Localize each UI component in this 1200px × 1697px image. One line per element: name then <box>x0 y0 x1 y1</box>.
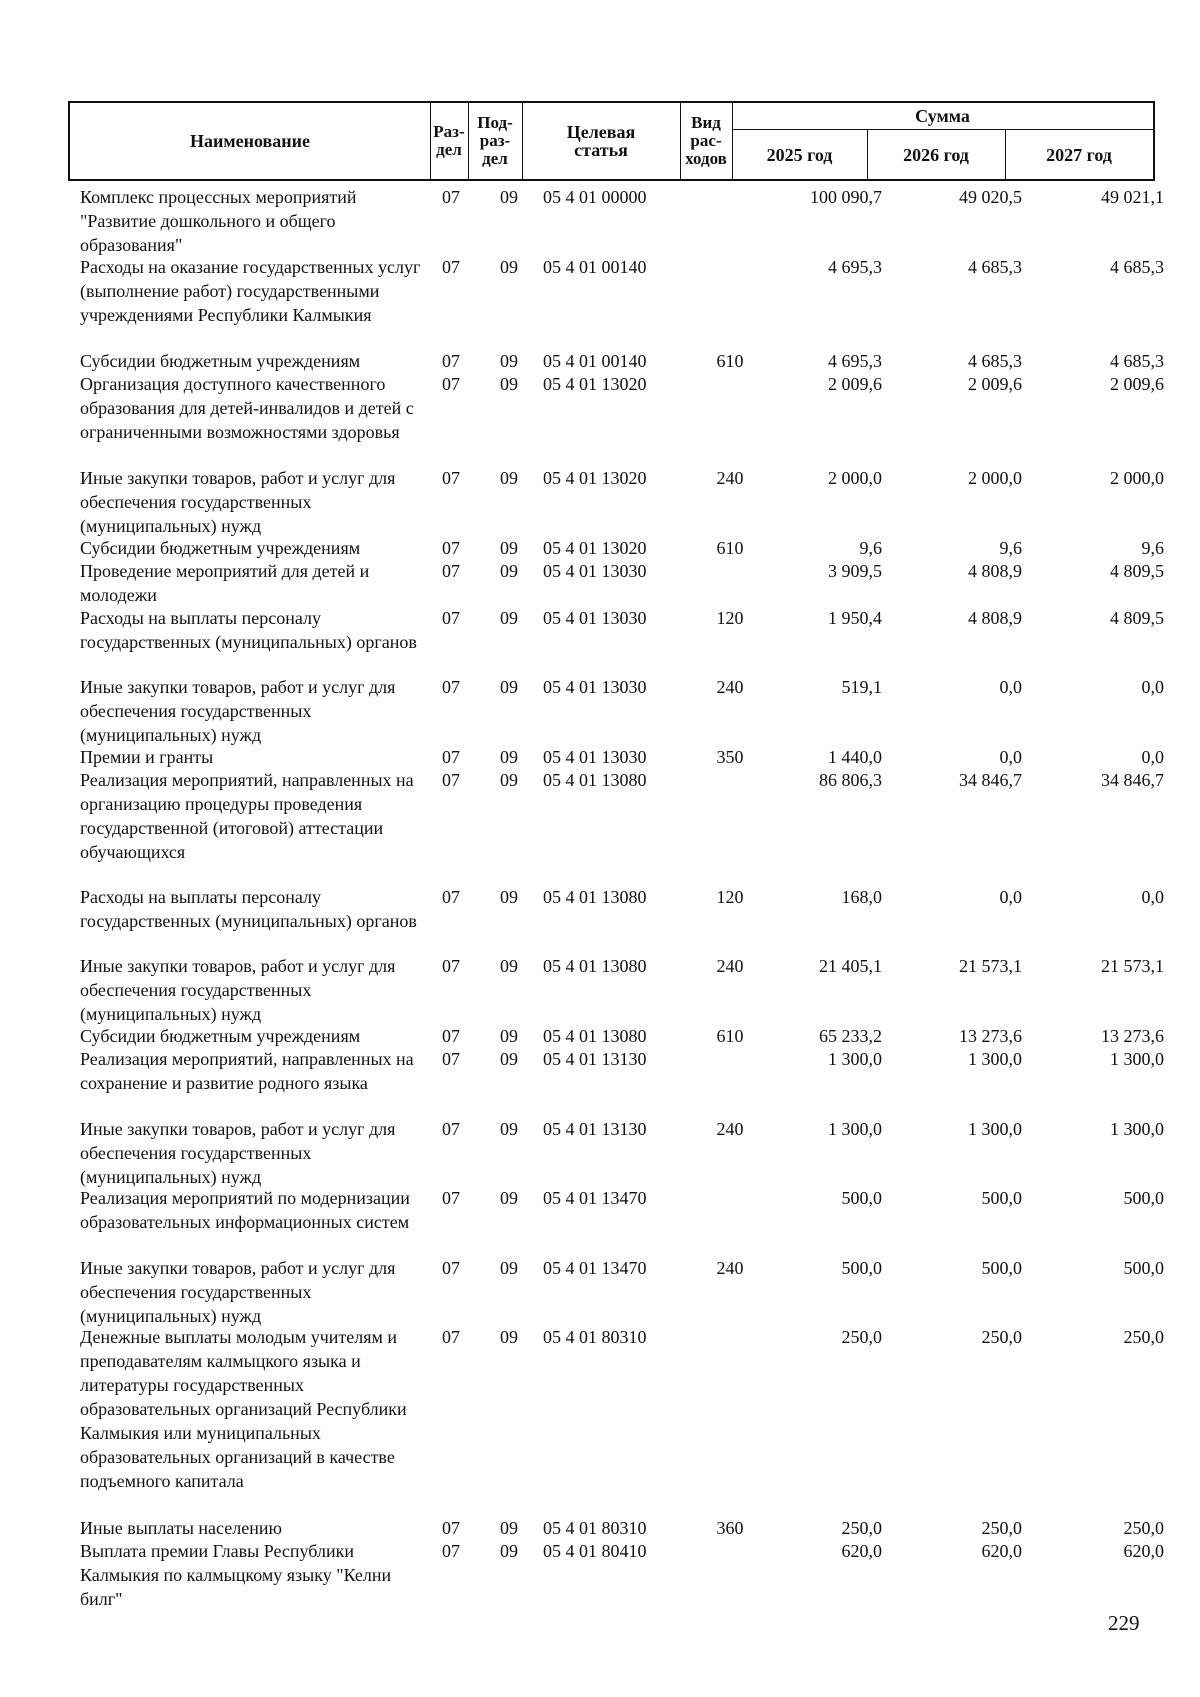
row-csr: 05 4 01 00000 <box>543 187 647 207</box>
row-name: Иные закупки товаров, работ и услуг для обеспечения государственных (муниципальных) нужд <box>80 1258 396 1326</box>
row-vr: 610 <box>716 538 744 558</box>
row-csr: 05 4 01 13470 <box>543 1188 647 1208</box>
row-2025: 250,0 <box>841 1518 882 1538</box>
row-2026: 0,0 <box>999 747 1022 767</box>
row-razdel: 07 <box>442 677 460 697</box>
row-vr: 350 <box>716 747 744 767</box>
row-podrazdel: 09 <box>500 956 518 976</box>
header-vr-text: Вид рас-ходов <box>685 113 727 168</box>
row-2025: 1 300,0 <box>828 1049 882 1069</box>
header-2026: 2026 год <box>903 144 969 165</box>
row-2026: 500,0 <box>981 1188 1022 1208</box>
row-2025: 3 909,5 <box>828 561 882 581</box>
row-razdel: 07 <box>442 374 460 394</box>
row-2025: 1 950,4 <box>828 608 882 628</box>
row-vr: 120 <box>716 608 744 628</box>
row-vr: 120 <box>716 887 744 907</box>
row-2026: 34 846,7 <box>959 770 1022 790</box>
row-2025: 9,6 <box>859 538 882 558</box>
row-2027: 4 809,5 <box>1110 561 1164 581</box>
row-2026: 500,0 <box>981 1258 1022 1278</box>
row-razdel: 07 <box>442 1049 460 1069</box>
row-name: Субсидии бюджетным учреждениям <box>80 1026 361 1046</box>
header-csr-text: Целевая статья <box>566 122 636 160</box>
row-podrazdel: 09 <box>500 1541 518 1561</box>
row-podrazdel: 09 <box>500 561 518 581</box>
row-2027: 2 000,0 <box>1110 468 1164 488</box>
row-razdel: 07 <box>442 468 460 488</box>
row-2027: 250,0 <box>1123 1518 1164 1538</box>
row-csr: 05 4 01 13080 <box>543 956 647 976</box>
row-razdel: 07 <box>442 1026 460 1046</box>
row-csr: 05 4 01 80310 <box>543 1327 647 1347</box>
row-csr: 05 4 01 13030 <box>543 747 647 767</box>
row-razdel: 07 <box>442 608 460 628</box>
row-name: Денежные выплаты молодым учителям и преподавателям калмыцкого языка и литературы государственных образовательных организаций Республики Калмыкия или муниципальных образовательных организаций в качестве подъемного капитала <box>80 1327 407 1491</box>
row-name: Организация доступного качественного образования для детей-инвалидов и детей с ограниченными возможностями здоровья <box>80 374 414 442</box>
row-2027: 1 300,0 <box>1110 1119 1164 1139</box>
row-csr: 05 4 01 13080 <box>543 1026 647 1046</box>
row-2025: 65 233,2 <box>819 1026 882 1046</box>
row-2025: 2 009,6 <box>828 374 882 394</box>
row-razdel: 07 <box>442 1119 460 1139</box>
row-2026: 0,0 <box>999 887 1022 907</box>
row-csr: 05 4 01 13020 <box>543 374 647 394</box>
row-2027: 9,6 <box>1141 538 1164 558</box>
row-csr: 05 4 01 13130 <box>543 1049 647 1069</box>
row-podrazdel: 09 <box>500 1327 518 1347</box>
row-name: Субсидии бюджетным учреждениям <box>80 351 361 371</box>
row-name: Реализация мероприятий, направленных на организацию процедуры проведения государственной (итоговой) аттестации обучающихся <box>80 770 414 862</box>
row-podrazdel: 09 <box>500 538 518 558</box>
row-podrazdel: 09 <box>500 677 518 697</box>
row-2025: 21 405,1 <box>819 956 882 976</box>
row-csr: 05 4 01 13130 <box>543 1119 647 1139</box>
row-csr: 05 4 01 13020 <box>543 468 647 488</box>
page-number: 229 <box>1108 1611 1140 1635</box>
row-csr: 05 4 01 13080 <box>543 770 647 790</box>
row-2025: 1 440,0 <box>828 747 882 767</box>
row-2027: 4 685,3 <box>1110 257 1164 277</box>
row-name: Реализация мероприятий, направленных на сохранение и развитие родного языка <box>80 1049 414 1093</box>
row-razdel: 07 <box>442 351 460 371</box>
row-2025: 500,0 <box>841 1188 882 1208</box>
row-razdel: 07 <box>442 770 460 790</box>
row-2026: 4 808,9 <box>968 608 1022 628</box>
row-podrazdel: 09 <box>500 747 518 767</box>
row-2026: 4 685,3 <box>968 257 1022 277</box>
row-csr: 05 4 01 13030 <box>543 561 647 581</box>
row-2026: 620,0 <box>981 1541 1022 1561</box>
header-razdel-text: Раз-дел <box>433 122 465 159</box>
row-2026: 1 300,0 <box>968 1119 1022 1139</box>
row-name: Реализация мероприятий по модернизации образовательных информационных систем <box>80 1188 410 1232</box>
row-razdel: 07 <box>442 538 460 558</box>
row-name: Расходы на выплаты персоналу государственных (муниципальных) органов <box>80 887 417 931</box>
row-2027: 34 846,7 <box>1101 770 1164 790</box>
header-2027: 2027 год <box>1046 144 1112 165</box>
row-csr: 05 4 01 13470 <box>543 1258 647 1278</box>
row-name: Иные закупки товаров, работ и услуг для обеспечения государственных (муниципальных) нужд <box>80 1119 396 1187</box>
row-csr: 05 4 01 00140 <box>543 257 647 277</box>
row-2025: 1 300,0 <box>828 1119 882 1139</box>
row-2026: 250,0 <box>981 1327 1022 1347</box>
row-csr: 05 4 01 13030 <box>543 608 647 628</box>
row-2026: 4 685,3 <box>968 351 1022 371</box>
row-2025: 620,0 <box>841 1541 882 1561</box>
row-razdel: 07 <box>442 561 460 581</box>
row-podrazdel: 09 <box>500 1026 518 1046</box>
header-podrazdel-text: Под-раз-дел <box>477 113 513 168</box>
row-podrazdel: 09 <box>500 770 518 790</box>
row-name: Комплекс процессных мероприятий "Развитие дошкольного и общего образования" <box>80 187 357 255</box>
row-name: Расходы на оказание государственных услуг (выполнение работ) государственными учреждениями Республики Калмыкия <box>80 257 421 325</box>
row-podrazdel: 09 <box>500 351 518 371</box>
row-podrazdel: 09 <box>500 1258 518 1278</box>
row-podrazdel: 09 <box>500 1049 518 1069</box>
row-2026: 21 573,1 <box>959 956 1022 976</box>
row-2025: 168,0 <box>841 887 882 907</box>
row-podrazdel: 09 <box>500 608 518 628</box>
row-name: Проведение мероприятий для детей и молодежи <box>80 561 370 605</box>
row-razdel: 07 <box>442 956 460 976</box>
row-razdel: 07 <box>442 1541 460 1561</box>
row-razdel: 07 <box>442 1258 460 1278</box>
row-csr: 05 4 01 00140 <box>543 351 647 371</box>
row-2025: 519,1 <box>841 677 882 697</box>
row-csr: 05 4 01 80410 <box>543 1541 647 1561</box>
row-2026: 2 009,6 <box>968 374 1022 394</box>
row-name: Премии и гранты <box>80 747 214 767</box>
row-name: Субсидии бюджетным учреждениям <box>80 538 361 558</box>
row-2025: 250,0 <box>841 1327 882 1347</box>
row-2027: 4 685,3 <box>1110 351 1164 371</box>
row-vr: 360 <box>716 1518 744 1538</box>
row-name: Иные выплаты населению <box>80 1518 282 1538</box>
row-2027: 0,0 <box>1141 887 1164 907</box>
row-name: Расходы на выплаты персоналу государственных (муниципальных) органов <box>80 608 417 652</box>
row-2027: 49 021,1 <box>1101 187 1164 207</box>
row-2026: 0,0 <box>999 677 1022 697</box>
row-razdel: 07 <box>442 187 460 207</box>
row-csr: 05 4 01 13030 <box>543 677 647 697</box>
row-podrazdel: 09 <box>500 1188 518 1208</box>
row-razdel: 07 <box>442 1518 460 1538</box>
row-podrazdel: 09 <box>500 887 518 907</box>
row-2025: 4 695,3 <box>828 257 882 277</box>
header-name: Наименование <box>190 131 310 151</box>
header-2025: 2025 год <box>766 144 833 165</box>
row-2027: 0,0 <box>1141 747 1164 767</box>
row-2027: 620,0 <box>1123 1541 1164 1561</box>
row-2027: 250,0 <box>1123 1327 1164 1347</box>
row-csr: 05 4 01 80310 <box>543 1518 647 1538</box>
row-podrazdel: 09 <box>500 1518 518 1538</box>
row-2025: 4 695,3 <box>828 351 882 371</box>
row-2026: 1 300,0 <box>968 1049 1022 1069</box>
row-2025: 100 090,7 <box>810 187 882 207</box>
row-name: Иные закупки товаров, работ и услуг для обеспечения государственных (муниципальных) нужд <box>80 956 396 1024</box>
row-vr: 240 <box>716 956 744 976</box>
row-vr: 240 <box>716 677 744 697</box>
row-razdel: 07 <box>442 747 460 767</box>
row-name: Иные закупки товаров, работ и услуг для обеспечения государственных (муниципальных) нужд <box>80 677 396 745</box>
row-vr: 610 <box>716 1026 744 1046</box>
row-razdel: 07 <box>442 257 460 277</box>
row-podrazdel: 09 <box>500 187 518 207</box>
row-2027: 2 009,6 <box>1110 374 1164 394</box>
row-podrazdel: 09 <box>500 1119 518 1139</box>
row-2025: 500,0 <box>841 1258 882 1278</box>
row-razdel: 07 <box>442 1327 460 1347</box>
row-2025: 86 806,3 <box>819 770 882 790</box>
row-2026: 13 273,6 <box>959 1026 1022 1046</box>
row-2026: 9,6 <box>999 538 1022 558</box>
row-2026: 2 000,0 <box>968 468 1022 488</box>
row-razdel: 07 <box>442 887 460 907</box>
row-2026: 4 808,9 <box>968 561 1022 581</box>
row-vr: 240 <box>716 1119 744 1139</box>
row-2026: 49 020,5 <box>959 187 1022 207</box>
row-name: Выплата премии Главы Республики Калмыкия по калмыцкому языку "Келни билг" <box>80 1541 392 1609</box>
row-2027: 4 809,5 <box>1110 608 1164 628</box>
row-podrazdel: 09 <box>500 468 518 488</box>
row-podrazdel: 09 <box>500 257 518 277</box>
row-2027: 0,0 <box>1141 677 1164 697</box>
row-2027: 1 300,0 <box>1110 1049 1164 1069</box>
row-vr: 610 <box>716 351 744 371</box>
row-2025: 2 000,0 <box>828 468 882 488</box>
row-vr: 240 <box>716 468 744 488</box>
row-2027: 21 573,1 <box>1101 956 1164 976</box>
row-2027: 13 273,6 <box>1101 1026 1164 1046</box>
row-2027: 500,0 <box>1123 1188 1164 1208</box>
row-vr: 240 <box>716 1258 744 1278</box>
row-csr: 05 4 01 13020 <box>543 538 647 558</box>
row-2026: 250,0 <box>981 1518 1022 1538</box>
row-razdel: 07 <box>442 1188 460 1208</box>
row-csr: 05 4 01 13080 <box>543 887 647 907</box>
row-2027: 500,0 <box>1123 1258 1164 1278</box>
row-podrazdel: 09 <box>500 374 518 394</box>
header-summa: Сумма <box>915 106 970 126</box>
row-name: Иные закупки товаров, работ и услуг для обеспечения государственных (муниципальных) нужд <box>80 468 396 536</box>
